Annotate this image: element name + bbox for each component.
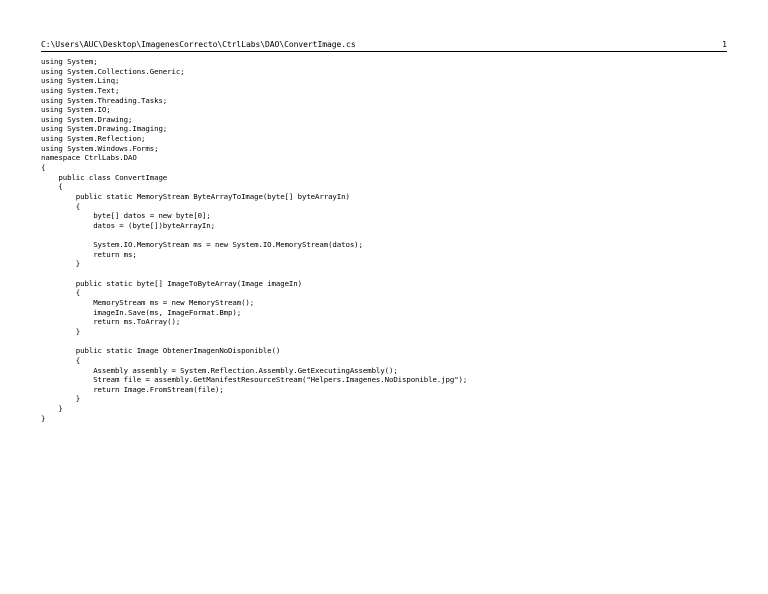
code-line: MemoryStream ms = new MemoryStream(); [41,298,255,308]
code-line: return Image.FromStream(file); [41,384,224,394]
code-line: using System; [41,57,98,66]
code-line: } [41,404,63,414]
code-line [41,231,467,241]
code-line: } [41,326,81,336]
page-header [41,39,727,52]
code-line: } [41,259,81,269]
code-line: public static Image ObtenerImagenNoDisponible() [41,346,281,356]
code-line: Assembly assembly = System.Reflection.Assembly.GetExecutingAssembly(); [41,365,398,375]
code-line: using System.IO; [41,105,111,115]
code-line: { [41,182,63,192]
page-number: 1 [722,40,727,49]
code-line: using System.Windows.Forms; [41,143,159,153]
code-line: return ms.ToArray(); [41,317,181,327]
code-listing [41,57,467,423]
code-line: using System.Collections.Generic; [41,66,185,76]
code-line: System.IO.MemoryStream ms = new System.IO.MemoryStream(datos); [41,240,363,250]
code-line: public static byte[] ImageToByteArray(Image imageIn) [41,278,302,288]
code-line: namespace CtrlLabs.DAO [41,153,137,163]
code-line: using System.Drawing.Imaging; [41,124,168,134]
code-line: return ms; [41,249,137,259]
code-line: imageIn.Save(ms, ImageFormat.Bmp); [41,307,242,317]
code-line: { [41,355,81,365]
code-line: public class ConvertImage [41,172,168,182]
code-line [41,269,467,279]
code-line: { [41,163,46,173]
code-line: Stream file = assembly.GetManifestResourceStream("Helpers.Imagenes.NoDisponible.jpg"); [41,375,468,385]
file-path: C:\Users\AUC\Desktop\ImagenesCorrecto\CtrlLabs\DAO\ConvertImage.cs [41,40,356,49]
code-line: public static MemoryStream ByteArrayToImage(byte[] byteArrayIn) [41,191,350,201]
code-line: using System.Drawing; [41,114,133,124]
code-line: using System.Linq; [41,76,120,86]
code-line [41,337,467,347]
code-line: using System.Threading.Tasks; [41,95,168,105]
code-line: byte[] datos = new byte[0]; [41,211,211,221]
code-line: } [41,413,46,423]
code-line: } [41,394,81,404]
code-line: using System.Text; [41,85,120,95]
code-line: datos = (byte[])byteArrayIn; [41,220,215,230]
code-line: using System.Reflection; [41,134,146,144]
code-line: { [41,201,81,211]
code-line: { [41,288,81,298]
